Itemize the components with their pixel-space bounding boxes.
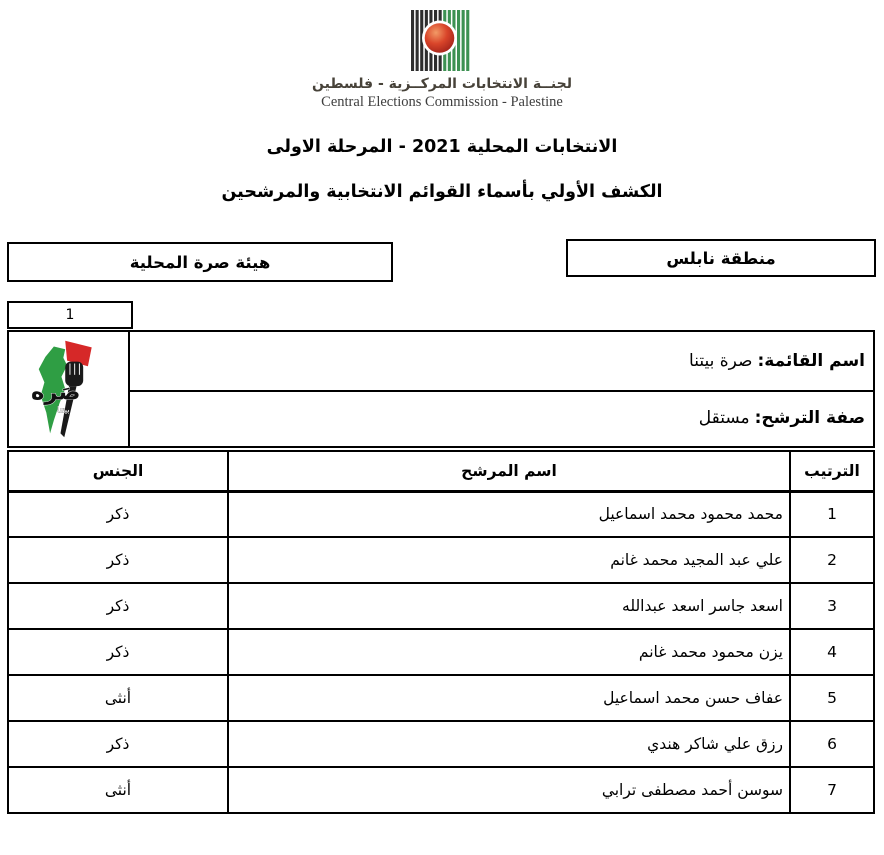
cec-logo-red-ball [425,23,455,53]
cell-gender: ذكر [8,537,228,583]
header-gender: الجنس [8,451,228,491]
list-info-box [7,330,875,448]
cell-gender: أنثى [8,675,228,721]
page-title: الانتخابات المحلية 2021 - المرحلة الاولى [266,137,618,157]
list-name-value: صرة بيتنا [689,351,753,371]
cec-name-arabic: لجنــة الانتخابات المركــزية - فلسطين [312,76,572,92]
region-box: منطقة نابلس [566,239,876,277]
header-order: الترتيب [790,451,874,491]
table-row [8,629,874,675]
table-row [8,767,874,813]
cell-name: محمد محمود محمد اسماعيل [228,491,790,537]
table-header-row [8,451,874,491]
cell-order: 1 [790,491,874,537]
cell-name: عفاف حسن محمد اسماعيل [228,675,790,721]
list-number-box: 1 [7,301,133,329]
candidacy-type-label: صفة الترشح: [754,408,865,428]
page-subtitle: الكشف الأولي بأسماء القوائم الانتخابية والمرشحين [221,182,663,202]
emblem-sub-text: بيتنا [56,405,70,416]
table-row [8,675,874,721]
emblem-main-text: صَره [30,379,80,406]
cell-name: سوسن أحمد مصطفى ترابي [228,767,790,813]
cell-name: رزق علي شاكر هندي [228,721,790,767]
table-row [8,491,874,537]
cell-gender: ذكر [8,721,228,767]
table-row [8,583,874,629]
cell-gender: ذكر [8,583,228,629]
surra-baytuna-list-emblem-icon [21,337,117,441]
cell-gender: أنثى [8,767,228,813]
cell-name: يزن محمود محمد غانم [228,629,790,675]
candidacy-type-value: مستقل [698,408,750,428]
cell-order: 4 [790,629,874,675]
candidacy-type-row [130,392,873,444]
table-row [8,537,874,583]
cell-order: 7 [790,767,874,813]
cec-name-english: Central Elections Commission - Palestine [321,94,563,110]
candidates-table [7,450,875,814]
cell-gender: ذكر [8,491,228,537]
header-name: اسم المرشح [228,451,790,491]
cell-order: 5 [790,675,874,721]
cec-logo-icon [411,8,473,74]
list-info-rows [130,332,873,446]
cell-gender: ذكر [8,629,228,675]
cell-name: اسعد جاسر اسعد عبدالله [228,583,790,629]
list-emblem-cell [9,332,130,446]
cell-order: 3 [790,583,874,629]
list-name-label: اسم القائمة: [757,351,865,371]
cell-order: 2 [790,537,874,583]
table-row [8,721,874,767]
cell-name: علي عبد المجيد محمد غانم [228,537,790,583]
cell-order: 6 [790,721,874,767]
list-name-row [130,332,873,392]
authority-box: هيئة صرة المحلية [7,242,393,282]
